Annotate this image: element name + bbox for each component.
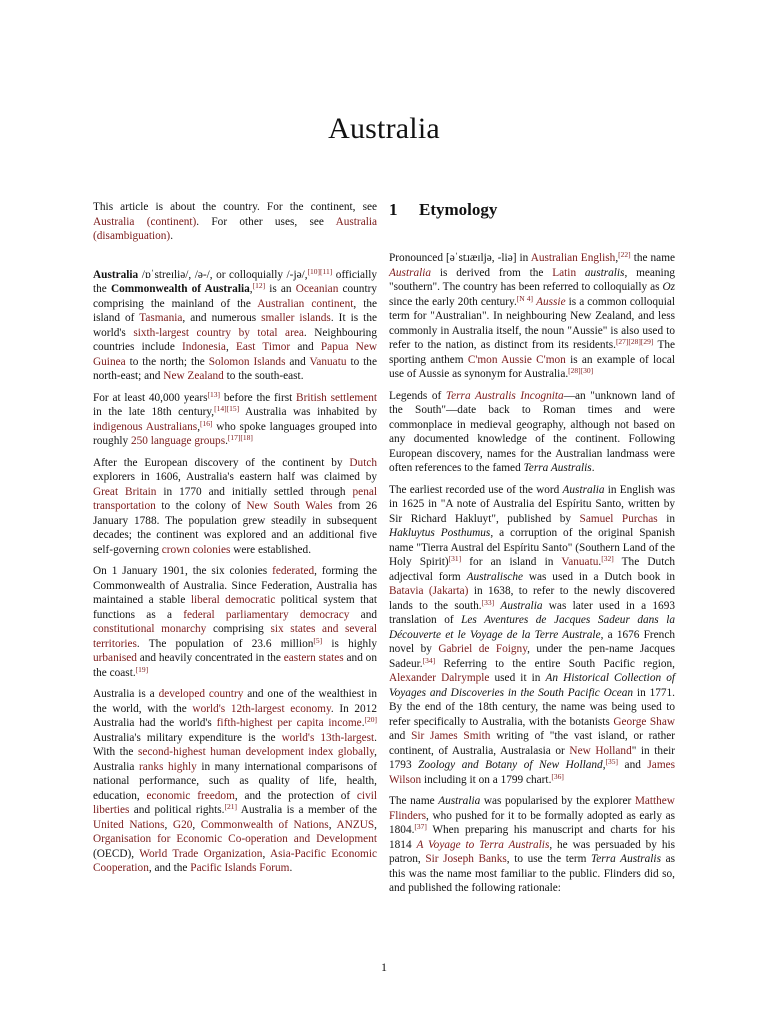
link-smaller-islands[interactable]: smaller islands <box>261 312 331 324</box>
citation[interactable]: [34] <box>422 655 436 665</box>
link-liberal-democratic[interactable]: liberal democratic <box>190 594 276 606</box>
link-voyage-to-terra-australis[interactable]: A Voyage to Terra Australis <box>416 838 550 851</box>
citation[interactable]: [14][15] <box>214 404 240 413</box>
colonisation-paragraph: After the European discovery of the continent by Dutch explorers in 1606, Australia's eastern half was claimed by Great Britain in 1770 and initially settled through penal transportation to the colony of New South Wales from 26 January 1788. The population grew steadily in subsequent decades; the continent was explored and an additional five self-governing crown colonies were established. <box>93 456 378 556</box>
link-united-nations[interactable]: United Nations <box>93 818 165 831</box>
link-solomon-islands[interactable]: Solomon Islands <box>208 355 286 368</box>
link-gabriel-de-foigny[interactable]: Gabriel de Foigny <box>438 643 528 655</box>
link-commonwealth-of-nations[interactable]: Commonwealth of Nations <box>200 818 329 831</box>
link-wto[interactable]: World Trade Organization <box>139 847 263 860</box>
section-number: 1 <box>389 200 398 219</box>
citation[interactable]: [22] <box>618 250 631 259</box>
link-sixth-largest-country[interactable]: sixth-largest country by total area <box>133 326 304 339</box>
link-great-britain[interactable]: Great Britain <box>93 485 157 498</box>
citation[interactable]: [16] <box>200 418 213 428</box>
history-paragraph: For at least 40,000 years[13] before the first British settlement in the late 18th century,[14][15] Australia was inhabited by indigenous Australians,[16] who spoke languages grouped into roughly 250 language groups.[17][18] <box>93 389 378 447</box>
citation[interactable]: [10][11] <box>307 266 333 276</box>
link-batavia[interactable]: Batavia (Jakarta) <box>389 585 469 597</box>
citation[interactable]: [31] <box>448 554 462 563</box>
link-economic-freedom[interactable]: economic freedom <box>146 789 235 802</box>
etymology-paragraph-3: The earliest recorded use of the word Australia in English was in 1625 in "A note of Australia del Espíritu Santo, written by Sir Richard Hakluyt", published by Samuel Purchas in Hakluytus Posthumus, a corruption of the original Spanish name "Tierra Austral del Espíritu Santo" (Southern Land of the Holy Spirit)[31] for an island in Vanuatu.[32] The Dutch adjectival form Australische was used in a Dutch book in Batavia (Jakarta) in 1638, to refer to the newly discovered lands to the south.[33] Australia was later used in a 1693 translation of Les Aventures de Jacques Sadeur dans la Découverte et le Voyage de la Terre Australe, a 1676 French novel by Gabriel de Foigny, under the pen-name Jacques Sadeur.[34] Referring to the entire South Pacific region, Alexander Dalrymple used it in An Historical Collection of Voyages and Discoveries in the South Pacific Ocean in 1771. By the end of the 18th century, the name was being used to refer specifically to Australia, with the botanists George Shaw and Sir James Smith writing of "the vast island, or rather continent, of Australia, Australasia or New Holland" in their 1793 Zoology and Botany of New Holland,[35] and James Wilson including it on a 1799 chart.[36] <box>389 483 676 786</box>
citation[interactable]: [32] <box>601 554 614 563</box>
section-title: Etymology <box>419 200 498 219</box>
citation[interactable]: [37] <box>414 822 427 831</box>
left-column <box>93 200 377 883</box>
link-apec[interactable]: Asia-Pacific Economic Cooperation <box>93 847 377 874</box>
link-eastern-states[interactable]: eastern states <box>283 652 344 664</box>
link-12th-largest-economy[interactable]: world's 12th-largest economy <box>192 702 331 715</box>
link-new-holland[interactable]: New Holland <box>569 744 632 757</box>
citation[interactable]: [13] <box>207 389 221 399</box>
page-title: Australia <box>328 112 440 145</box>
link-human-development-index[interactable]: second-highest human development index globally <box>137 746 375 758</box>
citation[interactable]: [35] <box>605 757 619 766</box>
link-terra-australis-incognita[interactable]: Terra Australis Incognita <box>445 389 564 402</box>
link-developed-country[interactable]: developed country <box>158 688 244 700</box>
link-tasmania[interactable]: Tasmania <box>139 312 183 324</box>
link-matthew-flinders[interactable]: Matthew Flinders <box>389 795 675 822</box>
link-east-timor[interactable]: East Timor <box>235 341 291 353</box>
page-number: 1 <box>381 960 387 974</box>
link-language-groups[interactable]: 250 language groups <box>130 435 226 447</box>
link-penal-transportation[interactable]: penal transportation <box>93 485 377 512</box>
link-urbanised[interactable]: urbanised <box>93 652 137 664</box>
link-george-shaw[interactable]: George Shaw <box>613 715 675 728</box>
link-anzus[interactable]: ANZUS <box>336 818 375 831</box>
citation[interactable]: [33] <box>481 597 495 607</box>
link-samuel-purchas[interactable]: Samuel Purchas <box>579 512 658 525</box>
link-federated[interactable]: federated <box>272 565 315 577</box>
link-pacific-islands-forum[interactable]: Pacific Islands Forum <box>190 862 290 874</box>
citation[interactable]: [28][30] <box>568 366 594 375</box>
link-oceanian[interactable]: Oceanian <box>295 283 339 295</box>
citation[interactable]: [36] <box>551 771 564 781</box>
etymology-paragraph-1: Pronounced [əˈstɹæɪljə, -liə] in Australian English,[22] the name Australia is derived from the Latin australis, meaning "southern". The country has been referred to colloquially as Oz since the early 20th century.[N 4] Aussie is a common colloquial term for "Australian". In neighbouring New Zealand, and less commonly in Australia itself, the noun "Aussie" is also used to refer to the nation, as distinct from its residents.[27][28][29] The sporting anthem C'mon Aussie C'mon is an example of local use of Aussie as synonym for Australia.[28][30] <box>389 250 676 380</box>
citation[interactable]: [5] <box>313 635 323 645</box>
link-australia-continent[interactable]: Australia (continent) <box>93 215 197 228</box>
citation[interactable]: [20] <box>364 715 378 724</box>
link-fifth-highest-income[interactable]: fifth-highest per capita income <box>216 717 362 729</box>
link-alexander-dalrymple[interactable]: Alexander Dalrymple <box>389 672 490 684</box>
link-latin[interactable]: Latin <box>552 266 577 279</box>
link-sir-james-smith[interactable]: Sir James Smith <box>411 730 491 742</box>
etymology-paragraph-4: The name Australia was popularised by the explorer Matthew Flinders, who pushed for it to be formally adopted as early as 1804.[37] When preparing his manuscript and charts for his 1814 A Voyage to Terra Australis, he was persuaded by his patron, Sir Joseph Banks, to use the term Terra Australis as this was the name most familiar to the public. Flinders did so, and published the following rationale: <box>389 795 676 894</box>
etymology-paragraph-2: Legends of Terra Australis Incognita—an "unknown land of the South"—date back to Roman times and were commonplace in medieval geography, although not based on any documented knowledge of the continent. Following European discovery, names for the Australian landmass were often references to the famed Terra Australis. <box>389 389 675 474</box>
link-james-wilson[interactable]: James Wilson <box>389 759 676 786</box>
link-dutch[interactable]: Dutch <box>349 456 377 469</box>
link-g20[interactable]: G20 <box>172 818 193 831</box>
link-oecd[interactable]: Organisation for Economic Co-operation and Development <box>93 833 377 845</box>
link-indonesia[interactable]: Indonesia <box>182 341 226 353</box>
link-crown-colonies[interactable]: crown colonies <box>161 543 231 556</box>
right-column <box>389 200 675 903</box>
citation[interactable]: [19] <box>135 664 149 674</box>
link-constitutional-monarchy[interactable]: constitutional monarchy <box>93 623 207 635</box>
citation[interactable]: [17][18] <box>227 433 253 442</box>
hatnote: This article is about the country. For the continent, see Australia (continent). For other uses, see Australia (disambiguation). <box>93 201 378 242</box>
link-australian-english[interactable]: Australian English <box>530 252 616 264</box>
federation-paragraph: On 1 January 1901, the six colonies federated, forming the Commonwealth of Australia. Since Federation, Australia has maintained a stable liberal democratic political system that functions as a federal parliamentary democracy and constitutional monarchy comprising six states and several territories. The population of 23.6 million[5] is highly urbanised and heavily concentrated in the eastern states and on the coast.[19] <box>93 565 378 679</box>
link-australia-disambiguation[interactable]: Australia (disambiguation) <box>93 215 378 242</box>
citation[interactable]: [12] <box>252 281 266 290</box>
citation[interactable]: [21] <box>224 802 237 811</box>
link-new-zealand[interactable]: New Zealand <box>163 370 224 382</box>
link-british-settlement[interactable]: British settlement <box>296 391 377 404</box>
link-vanuatu[interactable]: Vanuatu <box>309 355 347 368</box>
link-australian-continent[interactable]: Australian continent <box>257 297 354 310</box>
link-indigenous-australians[interactable]: indigenous Australians <box>93 420 198 433</box>
economy-paragraph: Australia is a developed country and one of the wealthiest in the world, with the world's 12th-largest economy. In 2012 Australia had the world's fifth-highest per capita income.[20] Australia's military expenditure is the world's 13th-largest. With the second-highest human development index globally, Australia ranks highly in many international comparisons of national performance, such as quality of life, health, education, economic freedom, and the protection of civil liberties and political rights.[21] Australia is a member of the United Nations, G20, Commonwealth of Nations, ANZUS, Organisation for Economic Co-operation and Development (OECD), World Trade Organization, Asia-Pacific Economic Cooperation, and the Pacific Islands Forum. <box>93 688 378 874</box>
citation[interactable]: [N 4] <box>516 293 534 303</box>
link-cmon-aussie-cmon[interactable]: C'mon Aussie C'mon <box>467 353 566 366</box>
link-sir-joseph-banks[interactable]: Sir Joseph Banks <box>425 853 507 865</box>
citation[interactable]: [27][28][29] <box>615 337 654 346</box>
link-aussie[interactable]: Aussie <box>536 295 566 308</box>
link-new-south-wales[interactable]: New South Wales <box>246 500 333 512</box>
link-civil-liberties[interactable]: civil liberties <box>93 789 378 816</box>
link-states-and-territories[interactable]: six states and several territories <box>93 623 377 650</box>
link-australia[interactable]: Australia <box>389 266 432 279</box>
link-vanuatu-2[interactable]: Vanuatu <box>561 556 599 568</box>
link-13th-largest[interactable]: world's 13th-largest <box>281 731 375 744</box>
link-papua-new-guinea[interactable]: Papua New Guinea <box>93 341 377 368</box>
link-federal-parliamentary-democracy[interactable]: federal parliamentary democracy <box>183 608 350 621</box>
link-ranks-highly[interactable]: ranks highly <box>138 760 197 773</box>
section-heading-etymology <box>389 200 675 220</box>
lead-paragraph: Australia /ɒˈstreɪliə/, /ə-/, or colloquially /-jə/,[10][11] officially the Commonwealth of Australia,[12] is an Oceanian country comprising the mainland of the Australian continent, the island of Tasmania, and numerous smaller islands. It is the world's sixth-largest country by total area. Neighbouring countries include Indonesia, East Timor and Papua New Guinea to the north; the Solomon Islands and Vanuatu to the north-east; and New Zealand to the south-east. <box>93 266 378 382</box>
